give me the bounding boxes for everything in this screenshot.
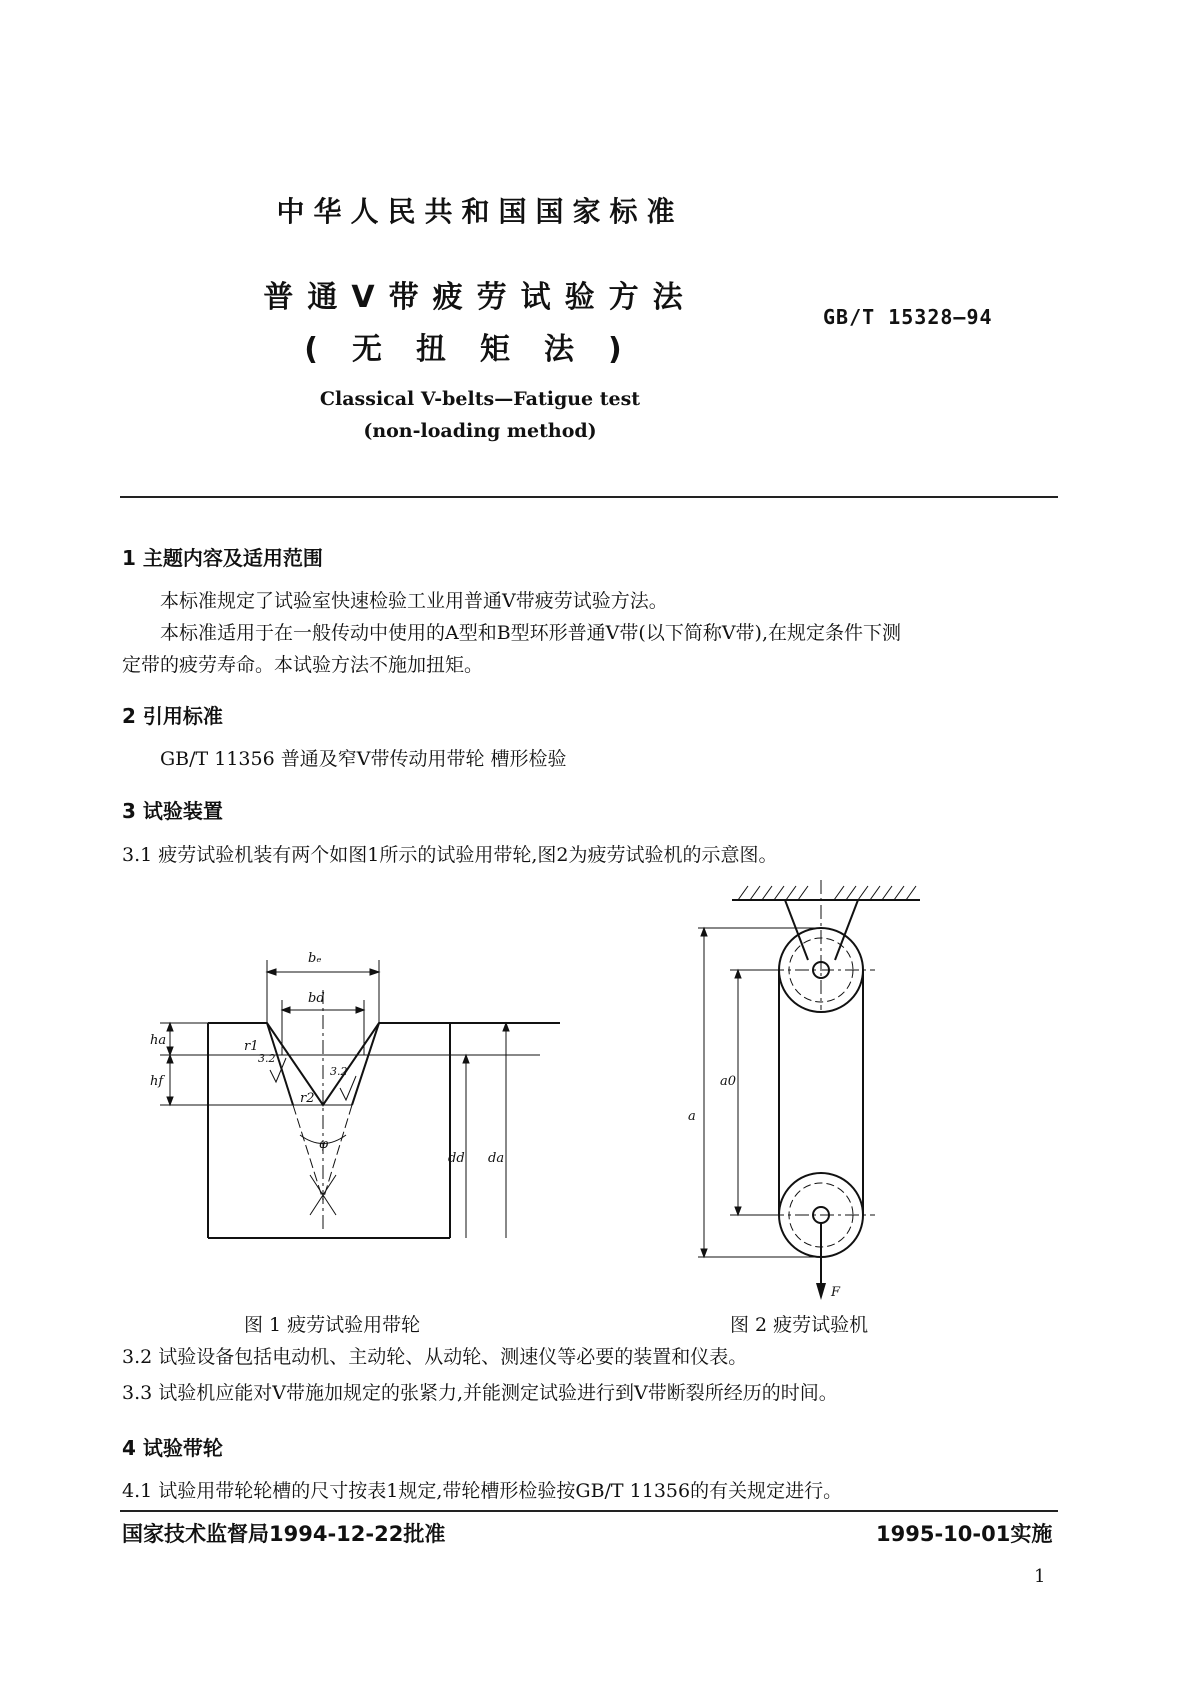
label-a: a [688, 1109, 696, 1124]
document-title: 普通V带疲劳试验方法 [263, 280, 697, 315]
page-number: 1 [1034, 1566, 1046, 1587]
section-1-para-2b: 定带的疲劳寿命。本试验方法不施加扭矩。 [122, 654, 484, 676]
standard-number: GB/T 15328—94 [823, 305, 993, 329]
label-r1: r1 [244, 1039, 259, 1054]
section-2-heading: 2 引用标准 [122, 704, 223, 728]
approval-date: 国家技术监督局1994-12-22批准 [122, 1522, 446, 1546]
document-subtitle: (无扭矩法) [304, 332, 656, 367]
label-roughness-2: 3.2 [330, 1065, 348, 1078]
label-dd: dd [448, 1151, 465, 1166]
section-1-heading: 1 主题内容及适用范围 [122, 546, 323, 570]
label-bd: bd [308, 991, 325, 1006]
header-divider [120, 496, 1058, 498]
referenced-standard: GB/T 11356 普通及窄V带传动用带轮 槽形检验 [160, 748, 567, 770]
clause-3-2: 3.2 试验设备包括电动机、主动轮、从动轮、测速仪等必要的装置和仪表。 [122, 1346, 748, 1368]
label-hf: hf [150, 1074, 164, 1089]
section-1-para-1: 本标准规定了试验室快速检验工业用普通V带疲劳试验方法。 [160, 590, 668, 612]
section-4-heading: 4 试验带轮 [122, 1436, 223, 1460]
label-roughness-1: 3.2 [258, 1052, 276, 1065]
label-ha: ha [150, 1033, 167, 1048]
section-1-para-2a: 本标准适用于在一般传动中使用的A型和B型环形普通V带(以下简称V带),在规定条件下测 [160, 622, 901, 644]
label-F: F [831, 1285, 841, 1300]
figure-1-caption: 图 1 疲劳试验用带轮 [244, 1314, 421, 1336]
label-be: bₑ [308, 951, 322, 966]
clause-3-3: 3.3 试验机应能对V带施加规定的张紧力,并能测定试验进行到V带断裂所经历的时间。 [122, 1382, 838, 1404]
clause-3-1: 3.1 疲劳试验机装有两个如图1所示的试验用带轮,图2为疲劳试验机的示意图。 [122, 844, 778, 866]
english-subtitle: (non-loading method) [363, 420, 597, 442]
label-phi: φ [319, 1137, 329, 1152]
figure-2-caption: 图 2 疲劳试验机 [730, 1314, 869, 1336]
figure-1-pulley-groove [140, 930, 580, 1250]
section-3-heading: 3 试验装置 [122, 799, 223, 823]
label-r2: r2 [300, 1091, 315, 1106]
label-a0: a0 [720, 1074, 737, 1089]
figure-2-fatigue-tester [690, 870, 950, 1310]
footer-divider [120, 1510, 1058, 1512]
english-title: Classical V-belts—Fatigue test [319, 388, 641, 410]
label-da: da [488, 1151, 505, 1166]
standard-organization: 中华人民共和国国家标准 [276, 195, 684, 228]
clause-4-1: 4.1 试验用带轮轮槽的尺寸按表1规定,带轮槽形检验按GB/T 11356的有关规定进行。 [122, 1480, 843, 1502]
implementation-date: 1995-10-01实施 [876, 1522, 1053, 1546]
